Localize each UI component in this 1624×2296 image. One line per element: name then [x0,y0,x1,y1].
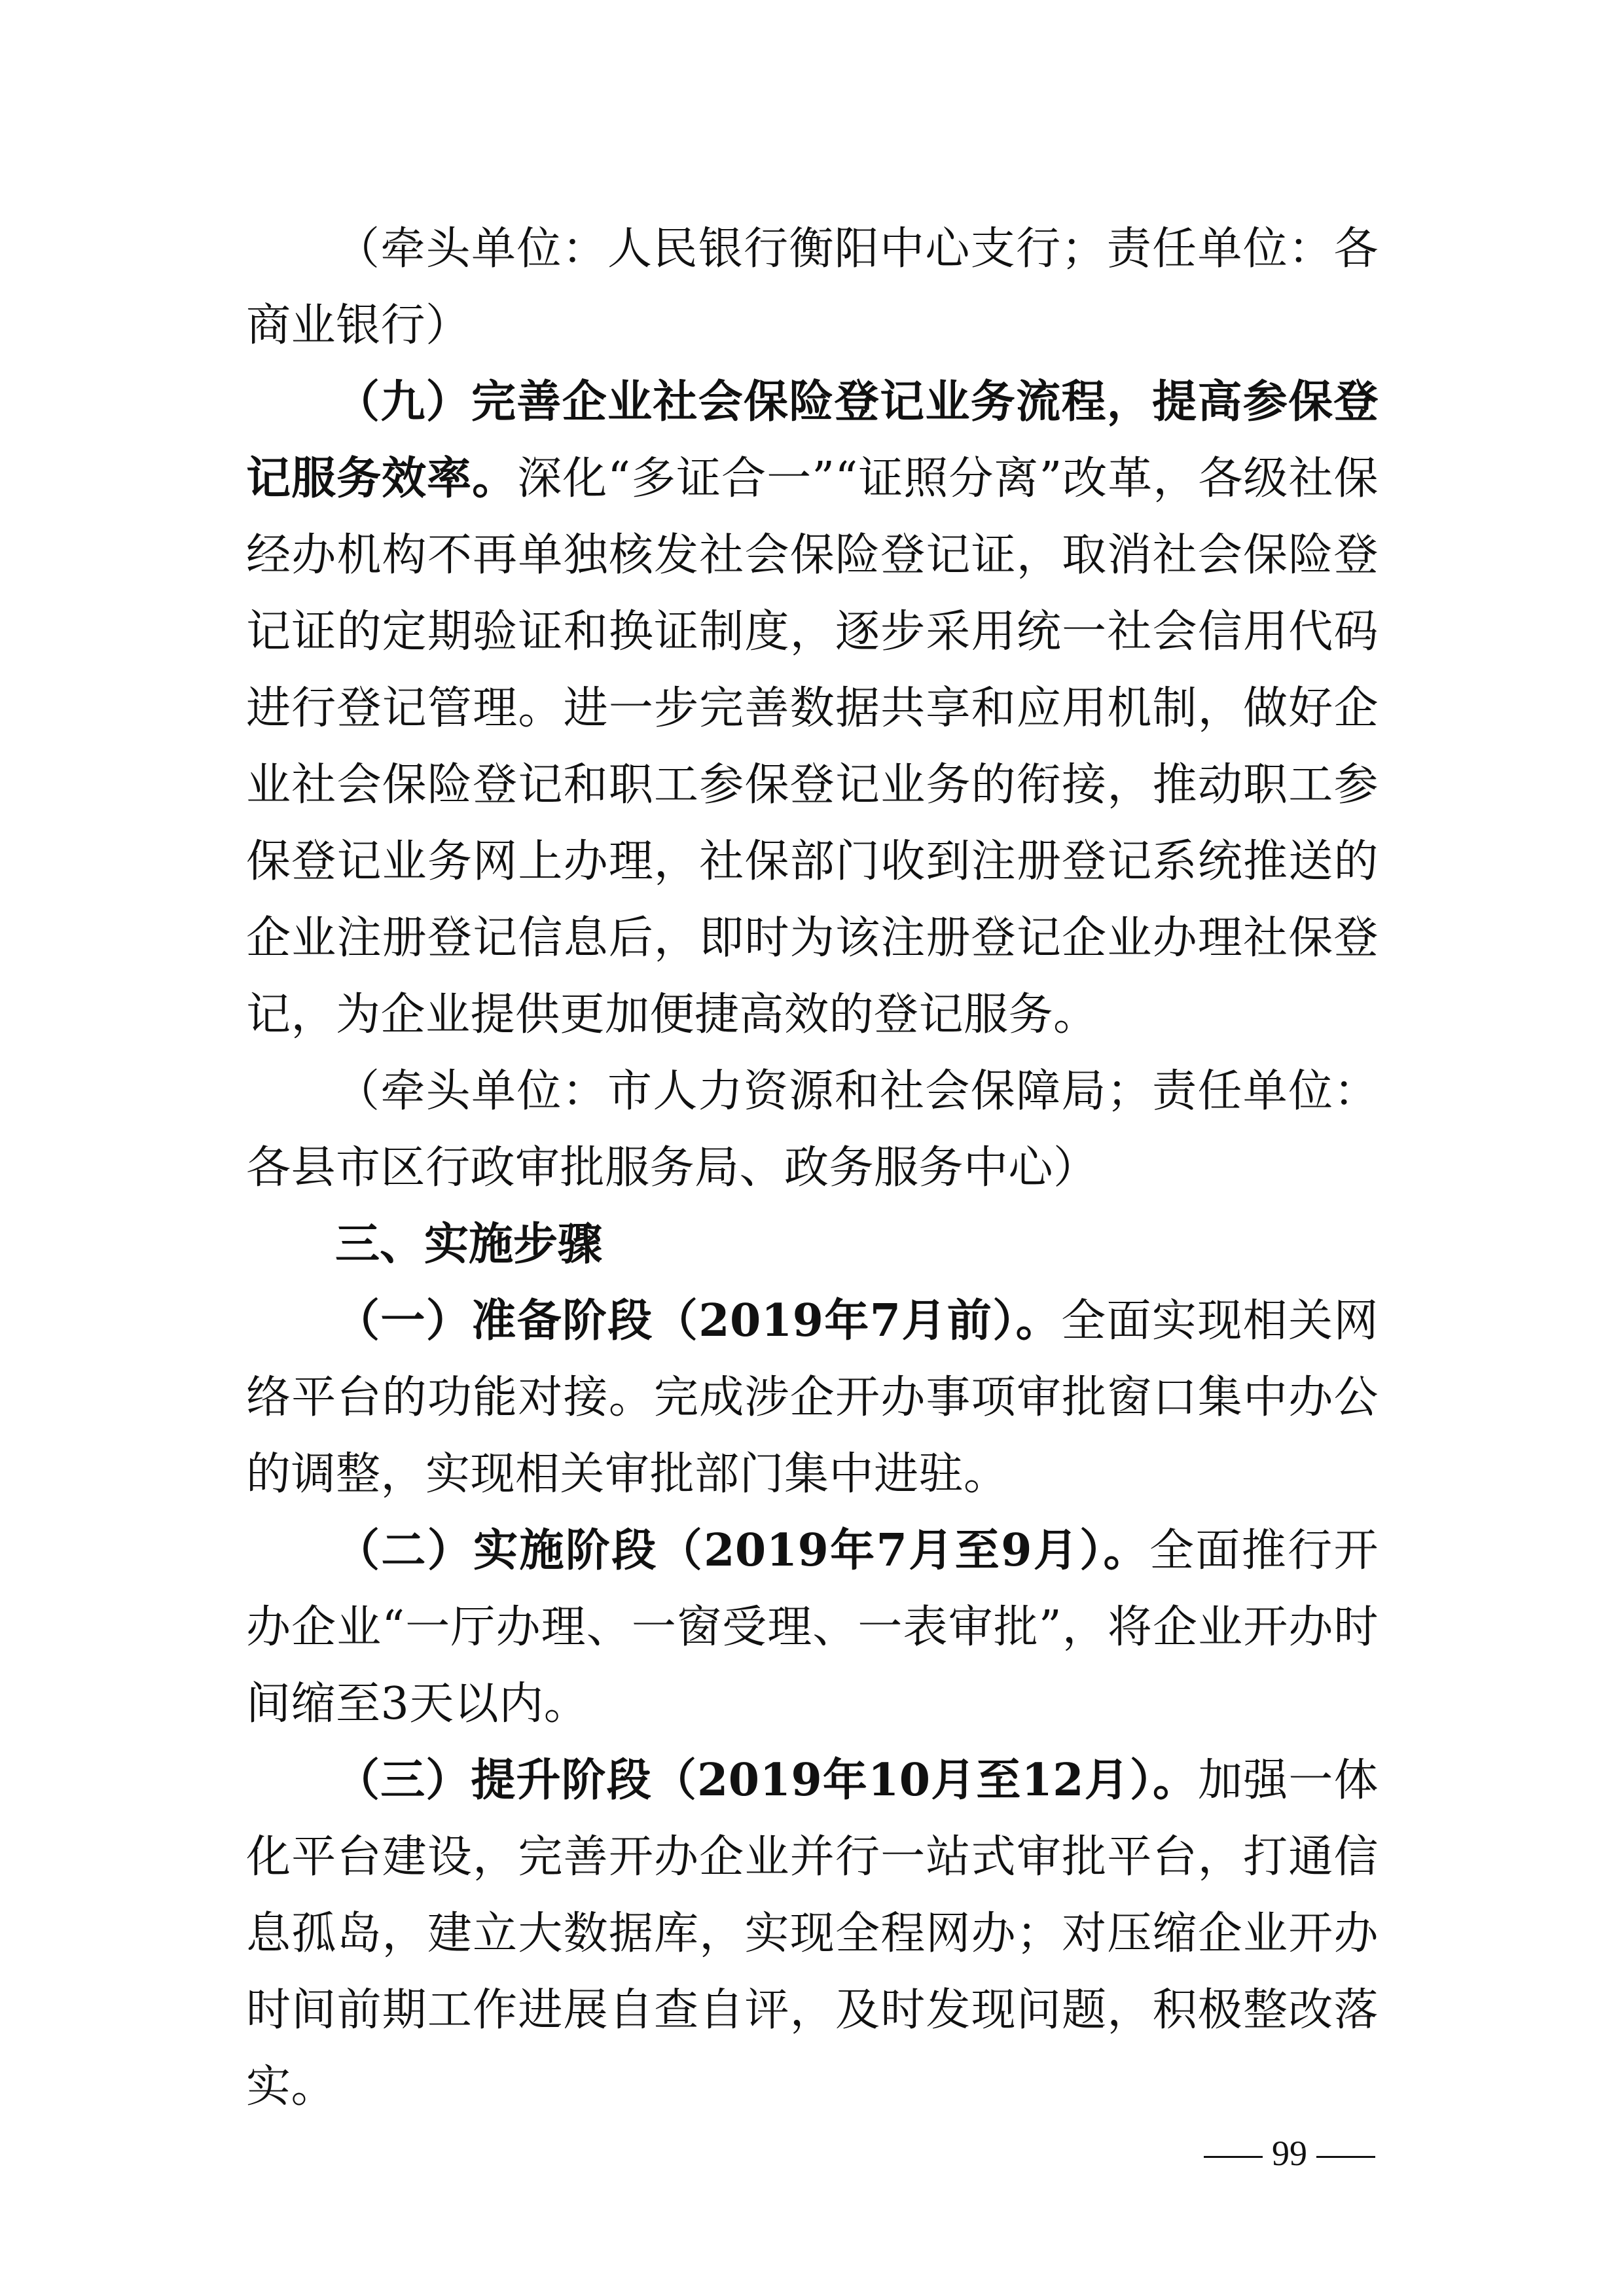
paragraph-text: 深化“多证合一”“证照分离”改革，各级社保经办机构不再单独核发社会保险登记证，取消社会保险登记证的定期验证和换证制度，逐步采用统一社会信用代码进行登记管理。进一步完善数据共享和应用机制，做好企业社会保险登记和职工参保登记业务的衔接，推动职工参保登记业务网上办理，社保部门收到注册登记系统推送的企业注册登记信息后，即时为该注册登记企业办理社保登记，为企业提供更加便捷高效的登记服务。 [246,453,1379,1041]
paragraph-heading: （三）提升阶段（2019年10月至12月）。 [335,1754,1199,1806]
paragraph-heading: （一）准备阶段（2019年7月前）。 [335,1295,1062,1347]
paragraph-stage-3 [246,1742,1379,2125]
paragraph-heading: （九）完善企业社会保险登记业务流程，提高参保登记服务效率。 [246,376,1379,505]
paragraph-text: （牵头单位：市人力资源和社会保障局；责任单位：各县市区行政审批服务局、政务服务中心） [246,1066,1379,1194]
paragraph-lead-unit-2 [246,1053,1379,1206]
section-heading: 三、实施步骤 [335,1218,603,1270]
document-body [246,211,1379,2125]
page-number: 99 [1272,2134,1307,2173]
paragraph-heading: （二）实施阶段（2019年7月至9月）。 [335,1524,1149,1577]
paragraph-lead-unit-1 [246,211,1379,364]
paragraph-text: 全面推行开办企业“一厅办理、一窗受理、一表审批”，将企业开办时间缩至3天以内。 [246,1525,1379,1730]
footer-dash-left [1204,2156,1263,2158]
paragraph-stage-1 [246,1283,1379,1513]
footer-dash-right [1316,2156,1375,2158]
paragraph-item-9 [246,364,1379,1053]
paragraph-text: 加强一体化平台建设，完善开办企业并行一站式审批平台，打通信息孤岛，建立大数据库，实现全程网办；对压缩企业开办时间前期工作进展自查自评，及时发现问题，积极整改落实。 [246,1755,1379,2113]
page-footer [1204,2134,1375,2173]
paragraph-text: （牵头单位：人民银行衡阳中心支行；责任单位：各商业银行） [246,223,1379,351]
paragraph-text: 全面实现相关网络平台的功能对接。完成涉企开办事项审批窗口集中办公的调整，实现相关审批部门集中进驻。 [246,1295,1379,1500]
paragraph-stage-2 [246,1513,1379,1742]
